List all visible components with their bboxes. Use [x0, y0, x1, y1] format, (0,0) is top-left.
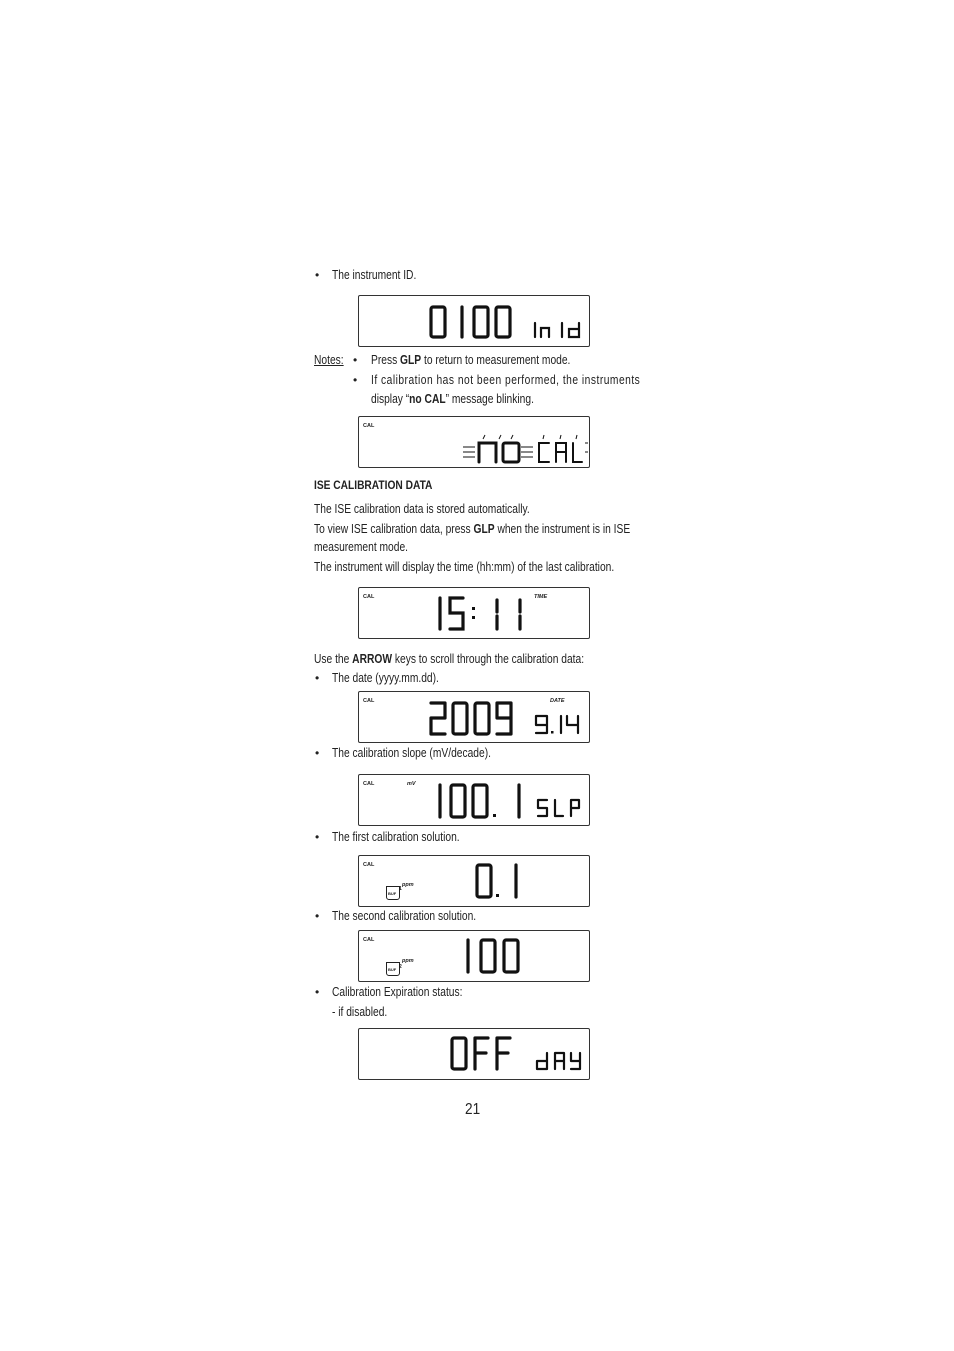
- paragraph-1: The ISE calibration data is stored automatically.: [314, 502, 530, 516]
- lcd-digits: [359, 417, 589, 467]
- bullet: •: [353, 373, 358, 387]
- mv-indicator: mV: [407, 781, 416, 787]
- lcd-expiration-off: [358, 1028, 590, 1080]
- paragraph-2: To view ISE calibration data, press GLP when the instrument is in ISE: [314, 522, 631, 536]
- lcd-digits: [359, 931, 589, 981]
- solution-index: 2: [399, 964, 402, 970]
- lcd-time: [358, 587, 590, 639]
- page-number: 21: [465, 1101, 481, 1118]
- bullet: •: [315, 830, 320, 844]
- expiration-item: Calibration Expiration status:: [332, 985, 463, 999]
- buffer-label: BUF: [388, 891, 397, 896]
- paragraph-2-line2: measurement mode.: [314, 540, 409, 554]
- lcd-digits: [359, 1029, 589, 1079]
- paragraph-3: The instrument will display the time (hh:mm) of the last calibration.: [314, 560, 615, 574]
- expiration-disabled: - if disabled.: [332, 1005, 388, 1019]
- section-heading: ISE CALIBRATION DATA: [314, 478, 433, 492]
- lcd-no-cal: [358, 416, 590, 468]
- bullet: •: [353, 353, 358, 367]
- lcd-digits: [359, 856, 589, 906]
- second-solution-item: The second calibration solution.: [332, 909, 477, 923]
- cal-indicator: CAL: [363, 937, 375, 943]
- cal-indicator: CAL: [363, 781, 375, 787]
- first-solution-item: The first calibration solution.: [332, 830, 460, 844]
- lcd-first-solution: [358, 855, 590, 907]
- bullet: •: [315, 671, 320, 685]
- time-indicator: TIME: [534, 594, 548, 600]
- lcd-second-solution: [358, 930, 590, 982]
- lcd-digits: [359, 775, 589, 825]
- lcd-digits: [359, 296, 589, 346]
- bullet: •: [315, 985, 320, 999]
- cal-indicator: CAL: [363, 594, 375, 600]
- solution-index: 1: [399, 886, 402, 892]
- scroll-instruction: Use the ARROW keys to scroll through the calibration data:: [314, 652, 585, 666]
- date-item: The date (yyyy.mm.dd).: [332, 671, 439, 685]
- bullet: •: [315, 746, 320, 760]
- cal-indicator: CAL: [363, 423, 375, 429]
- cal-indicator: CAL: [363, 862, 375, 868]
- instrument-id-text: The instrument ID.: [332, 268, 417, 282]
- bullet: •: [315, 909, 320, 923]
- note-2-line1: If calibration has not been performed, the instruments: [371, 373, 641, 387]
- buffer-label: BUF: [388, 967, 397, 972]
- ppm-indicator: ppm: [402, 958, 414, 964]
- note-2-line2: display “no CAL” message blinking.: [371, 392, 534, 406]
- lcd-date: [358, 691, 590, 743]
- bullet: •: [315, 268, 320, 282]
- note-1: Press GLP to return to measurement mode.: [371, 353, 571, 367]
- slope-item: The calibration slope (mV/decade).: [332, 746, 491, 760]
- ppm-indicator: ppm: [402, 882, 414, 888]
- notes-label: Notes:: [314, 353, 344, 367]
- date-indicator: DATE: [550, 698, 565, 704]
- lcd-slope: [358, 774, 590, 826]
- lcd-digits: [359, 692, 589, 742]
- cal-indicator: CAL: [363, 698, 375, 704]
- lcd-instrument-id: [358, 295, 590, 347]
- lcd-digits: [359, 588, 589, 638]
